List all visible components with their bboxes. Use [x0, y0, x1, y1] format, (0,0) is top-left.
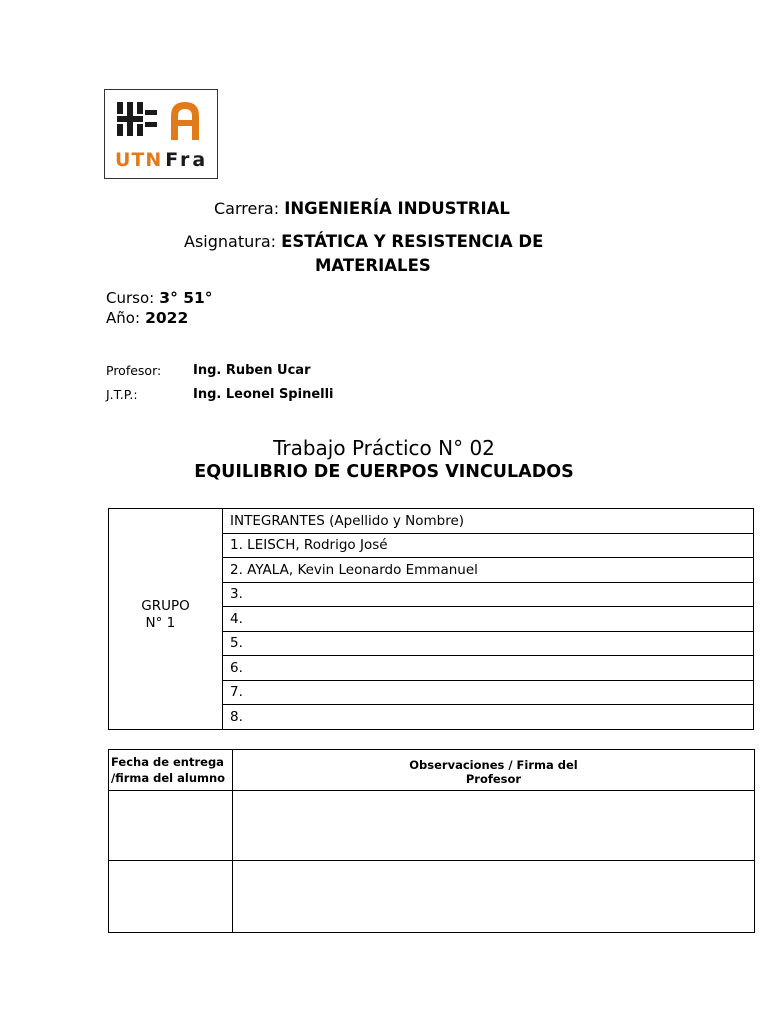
- asignatura-value: ESTÁTICA Y RESISTENCIA DE: [281, 232, 544, 251]
- integrantes-header: INTEGRANTES (Apellido y Nombre): [223, 509, 754, 534]
- utn-emblem-icon: [105, 90, 217, 150]
- logo-utn-text: UTN: [115, 149, 163, 171]
- grupo-label: [141, 598, 190, 632]
- asignatura-line: [184, 232, 543, 251]
- fecha-cell: [109, 861, 233, 933]
- table-row: [109, 509, 754, 534]
- anio-value: 2022: [145, 309, 189, 327]
- curso-value: 3° 51°: [159, 289, 213, 307]
- member-cell: 3.: [223, 582, 754, 607]
- observaciones-cell: [233, 791, 755, 861]
- asignatura-label: Asignatura:: [184, 232, 277, 251]
- observaciones-line1: Observaciones / Firma del: [409, 758, 578, 772]
- asignatura-value-line2: MATERIALES: [315, 256, 431, 275]
- logo-fra-text: Fra: [165, 149, 209, 171]
- profesor-label: Profesor:: [106, 363, 162, 378]
- profesor-value: Ing. Ruben Ucar: [193, 363, 311, 378]
- grupo-cell: [109, 509, 223, 730]
- curso-line: [106, 288, 213, 307]
- fecha-entrega-header: [109, 750, 233, 791]
- jtp-value: Ing. Leonel Spinelli: [193, 387, 334, 402]
- member-cell: 1. LEISCH, Rodrigo José: [223, 533, 754, 558]
- observaciones-cell: [233, 861, 755, 933]
- table-row: [109, 750, 755, 791]
- curso-label: Curso:: [106, 289, 155, 307]
- grupo-label-line1: GRUPO: [141, 597, 190, 614]
- grupo-label-line2: N° 1: [145, 614, 176, 631]
- logo-wordmark: [115, 149, 208, 171]
- table-row: [109, 861, 755, 933]
- carrera-value: INGENIERÍA INDUSTRIAL: [284, 199, 510, 218]
- utn-fra-logo: [104, 89, 218, 179]
- carrera-label: Carrera:: [214, 199, 280, 218]
- anio-label: Año:: [106, 309, 140, 327]
- member-cell: 4.: [223, 607, 754, 632]
- member-cell: 2. AYALA, Kevin Leonardo Emmanuel: [223, 558, 754, 583]
- anio-line: [106, 308, 188, 327]
- grupo-table: [108, 508, 754, 730]
- member-cell: 8.: [223, 705, 754, 730]
- observaciones-line2: Profesor: [465, 772, 522, 786]
- member-cell: 7.: [223, 680, 754, 705]
- trabajo-subtitle: EQUILIBRIO DE CUERPOS VINCULADOS: [194, 462, 574, 482]
- fecha-entrega-line1: Fecha de entrega: [111, 755, 224, 769]
- table-row: [109, 791, 755, 861]
- entrega-table: [108, 749, 755, 933]
- member-cell: 5.: [223, 631, 754, 656]
- fecha-cell: [109, 791, 233, 861]
- trabajo-title: Trabajo Práctico N° 02: [273, 436, 495, 460]
- fecha-entrega-line2: /firma del alumno: [111, 771, 226, 785]
- carrera-line: [214, 199, 510, 218]
- jtp-label: J.T.P.:: [106, 387, 138, 402]
- observaciones-header: [233, 750, 755, 791]
- member-cell: 6.: [223, 656, 754, 681]
